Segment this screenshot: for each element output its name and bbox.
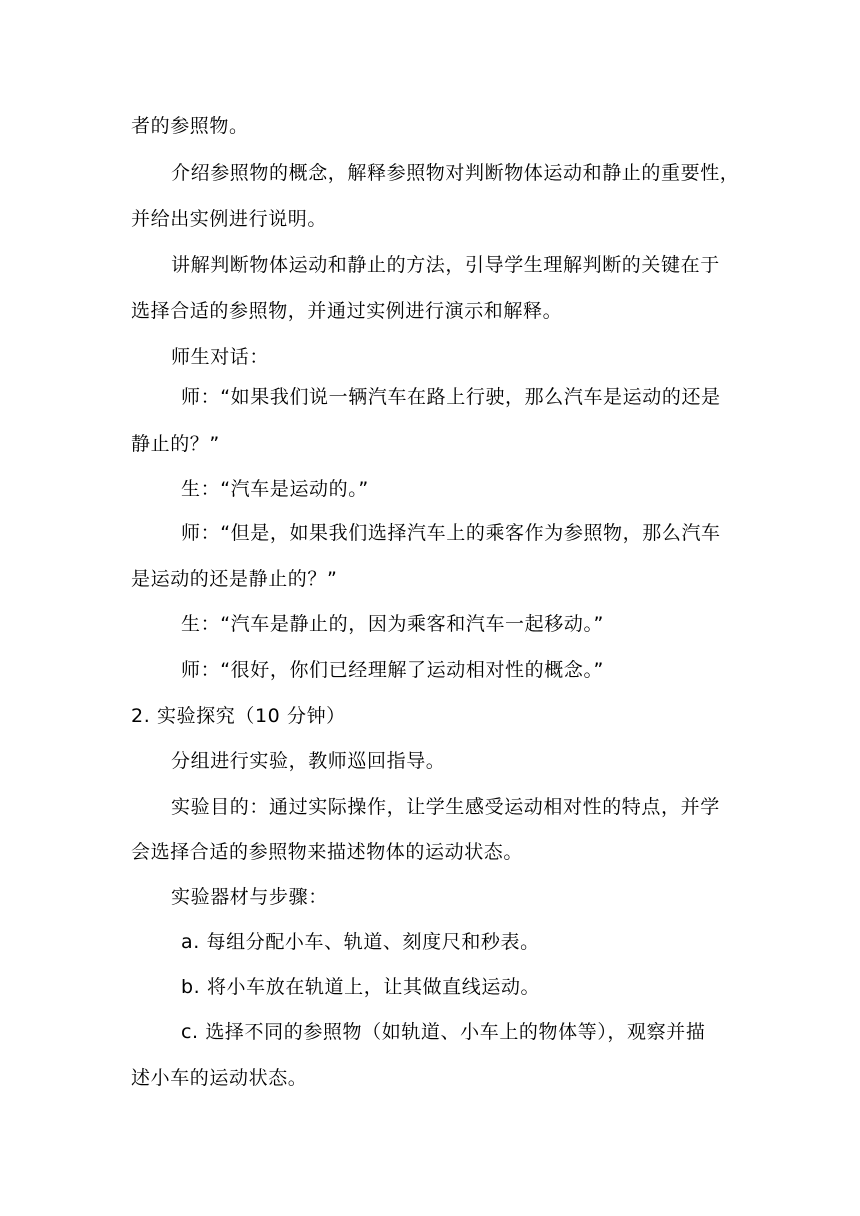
text-line: 者的参照物。 (131, 115, 249, 137)
text-line: 生：“汽车是静止的，因为乘客和汽车一起移动。” (181, 613, 604, 635)
text-line: 分组进行实验，教师巡回指导。 (171, 750, 446, 772)
text-line: 并给出实例进行说明。 (131, 208, 328, 230)
text-line: 师：“但是，如果我们选择汽车上的乘客作为参照物，那么汽车 (181, 522, 721, 544)
list-item: a. 每组分配小车、轨道、刻度尺和秒表。 (181, 931, 540, 953)
text-line: 会选择合适的参照物来描述物体的运动状态。 (131, 841, 524, 863)
section-heading: 2. 实验探究（10 分钟） (131, 705, 346, 727)
text-line: 师：“很好，你们已经理解了运动相对性的概念。” (181, 659, 604, 681)
text-line: 介绍参照物的概念，解释参照物对判断物体运动和静止的重要性， (171, 162, 740, 184)
list-item: c. 选择不同的参照物（如轨道、小车上的物体等），观察并描 (181, 1021, 706, 1043)
list-item: b. 将小车放在轨道上，让其做直线运动。 (181, 976, 541, 998)
text-line: 生：“汽车是运动的。” (181, 478, 369, 500)
text-line: 讲解判断物体运动和静止的方法，引导学生理解判断的关键在于 (171, 254, 720, 276)
text-line: 选择合适的参照物，并通过实例进行演示和解释。 (131, 300, 563, 322)
text-line: 师生对话： (171, 346, 270, 368)
text-line: 述小车的运动状态。 (131, 1067, 308, 1089)
text-line: 师：“如果我们说一辆汽车在路上行驶，那么汽车是运动的还是 (181, 386, 721, 408)
text-line: 实验目的：通过实际操作，让学生感受运动相对性的特点，并学 (171, 796, 720, 818)
text-line: 是运动的还是静止的？” (131, 568, 338, 590)
text-line: 实验器材与步骤： (171, 886, 328, 908)
text-line: 静止的？” (131, 433, 220, 455)
